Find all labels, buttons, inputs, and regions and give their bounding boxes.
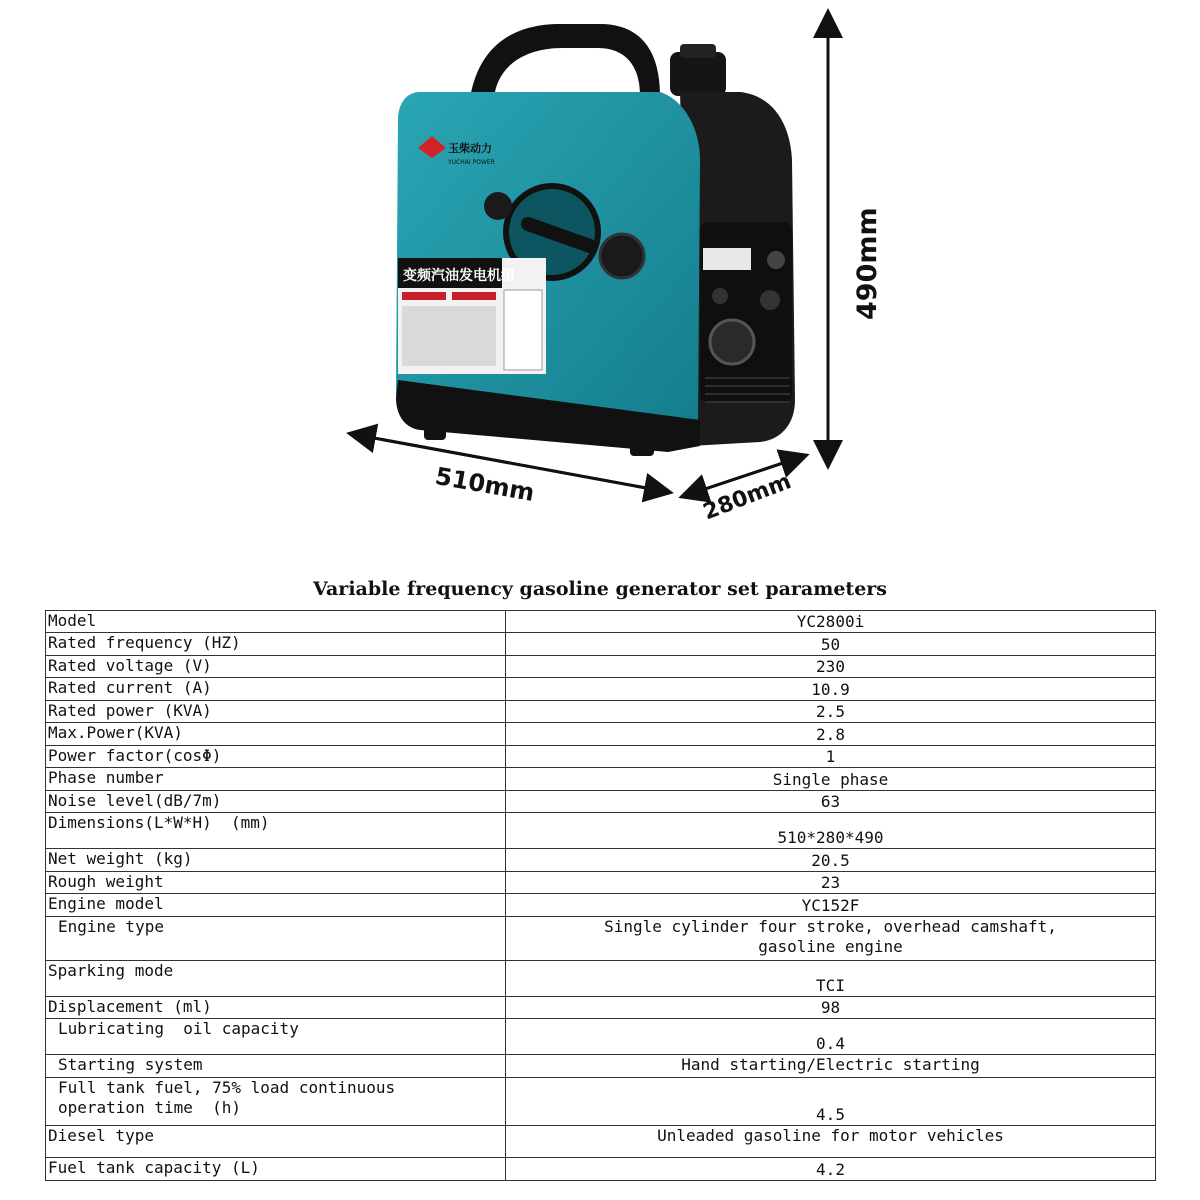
table-row: [46, 849, 1156, 872]
carry-handle: [470, 24, 660, 98]
param-label: Dimensions(L*W*H) (mm): [46, 813, 506, 849]
param-label: Net weight (kg): [46, 849, 506, 872]
height-dimension-label: 490mm: [852, 207, 883, 320]
fuel-cap: [670, 52, 726, 96]
param-value: 2.8: [506, 723, 1156, 746]
length-dimension-label: 510mm: [433, 462, 537, 507]
param-value: 2.5: [506, 701, 1156, 723]
param-value-model: YC2800i: [506, 611, 1156, 633]
svg-text:变频汽油发电机组: 变频汽油发电机组: [403, 268, 515, 284]
param-value: Unleaded gasoline for motor vehicles: [506, 1126, 1156, 1158]
table-row: [46, 633, 1156, 656]
table-row: [46, 746, 1156, 768]
table-row: [46, 894, 1156, 917]
table-row: [46, 872, 1156, 894]
param-label: Fuel tank capacity (L): [46, 1158, 506, 1181]
generator-image: [0, 0, 1200, 560]
param-value: 50: [506, 633, 1156, 656]
param-label: Sparking mode: [46, 961, 506, 997]
param-value: YC152F: [506, 894, 1156, 917]
param-value: 1: [506, 746, 1156, 768]
param-label: Phase number: [46, 768, 506, 791]
parameter-table: [45, 610, 1156, 1181]
param-value: 98: [506, 997, 1156, 1019]
table-row: [46, 1078, 1156, 1126]
table-row: [46, 678, 1156, 701]
param-label: Rated current (A): [46, 678, 506, 701]
param-value: TCI: [506, 961, 1156, 997]
table-row: [46, 723, 1156, 746]
param-label: Lubricating oil capacity: [46, 1019, 506, 1055]
param-value: 10.9: [506, 678, 1156, 701]
table-row: [46, 791, 1156, 813]
param-value: 230: [506, 656, 1156, 678]
table-row: [46, 961, 1156, 997]
param-value: 63: [506, 791, 1156, 813]
param-value: 510*280*490: [506, 813, 1156, 849]
param-label: Engine type: [46, 917, 506, 961]
param-label: Rated voltage (V): [46, 656, 506, 678]
table-title: Variable frequency gasoline generator set parameters: [313, 578, 887, 600]
param-label: Engine model: [46, 894, 506, 917]
param-value: Single phase: [506, 768, 1156, 791]
param-label: Full tank fuel, 75% load continuous operation time (h): [46, 1078, 506, 1126]
param-value: 23: [506, 872, 1156, 894]
product-figure: [0, 0, 1200, 560]
width-dimension-label: 280mm: [700, 469, 795, 526]
svg-text:玉柴动力: 玉柴动力: [448, 142, 492, 155]
param-value: Single cylinder four stroke, overhead camshaft, gasoline engine: [506, 917, 1156, 961]
table-row: [46, 997, 1156, 1019]
param-label: Diesel type: [46, 1126, 506, 1158]
table-row: [46, 1019, 1156, 1055]
param-value: 4.5: [506, 1078, 1156, 1126]
param-value: 20.5: [506, 849, 1156, 872]
table-row: [46, 1158, 1156, 1181]
table-row: [46, 1126, 1156, 1158]
table-row: [46, 701, 1156, 723]
table-row: [46, 611, 1156, 633]
param-label-model: Model: [46, 611, 506, 633]
param-label: Displacement (ml): [46, 997, 506, 1019]
table-row: [46, 917, 1156, 961]
table-row: [46, 768, 1156, 791]
param-label: Rough weight: [46, 872, 506, 894]
table-row: [46, 813, 1156, 849]
param-value: 0.4: [506, 1019, 1156, 1055]
param-label: Starting system: [46, 1055, 506, 1078]
param-label: Power factor(cosΦ): [46, 746, 506, 768]
param-label: Rated frequency (HZ): [46, 633, 506, 656]
table-row: [46, 656, 1156, 678]
param-value: Hand starting/Electric starting: [506, 1055, 1156, 1078]
warning-label: [398, 258, 546, 374]
table-row: [46, 1055, 1156, 1078]
param-value: 4.2: [506, 1158, 1156, 1181]
param-label: Noise level(dB/7m): [46, 791, 506, 813]
svg-text:YUCHAI POWER: YUCHAI POWER: [448, 159, 495, 166]
param-label: Max.Power(KVA): [46, 723, 506, 746]
param-label: Rated power (KVA): [46, 701, 506, 723]
